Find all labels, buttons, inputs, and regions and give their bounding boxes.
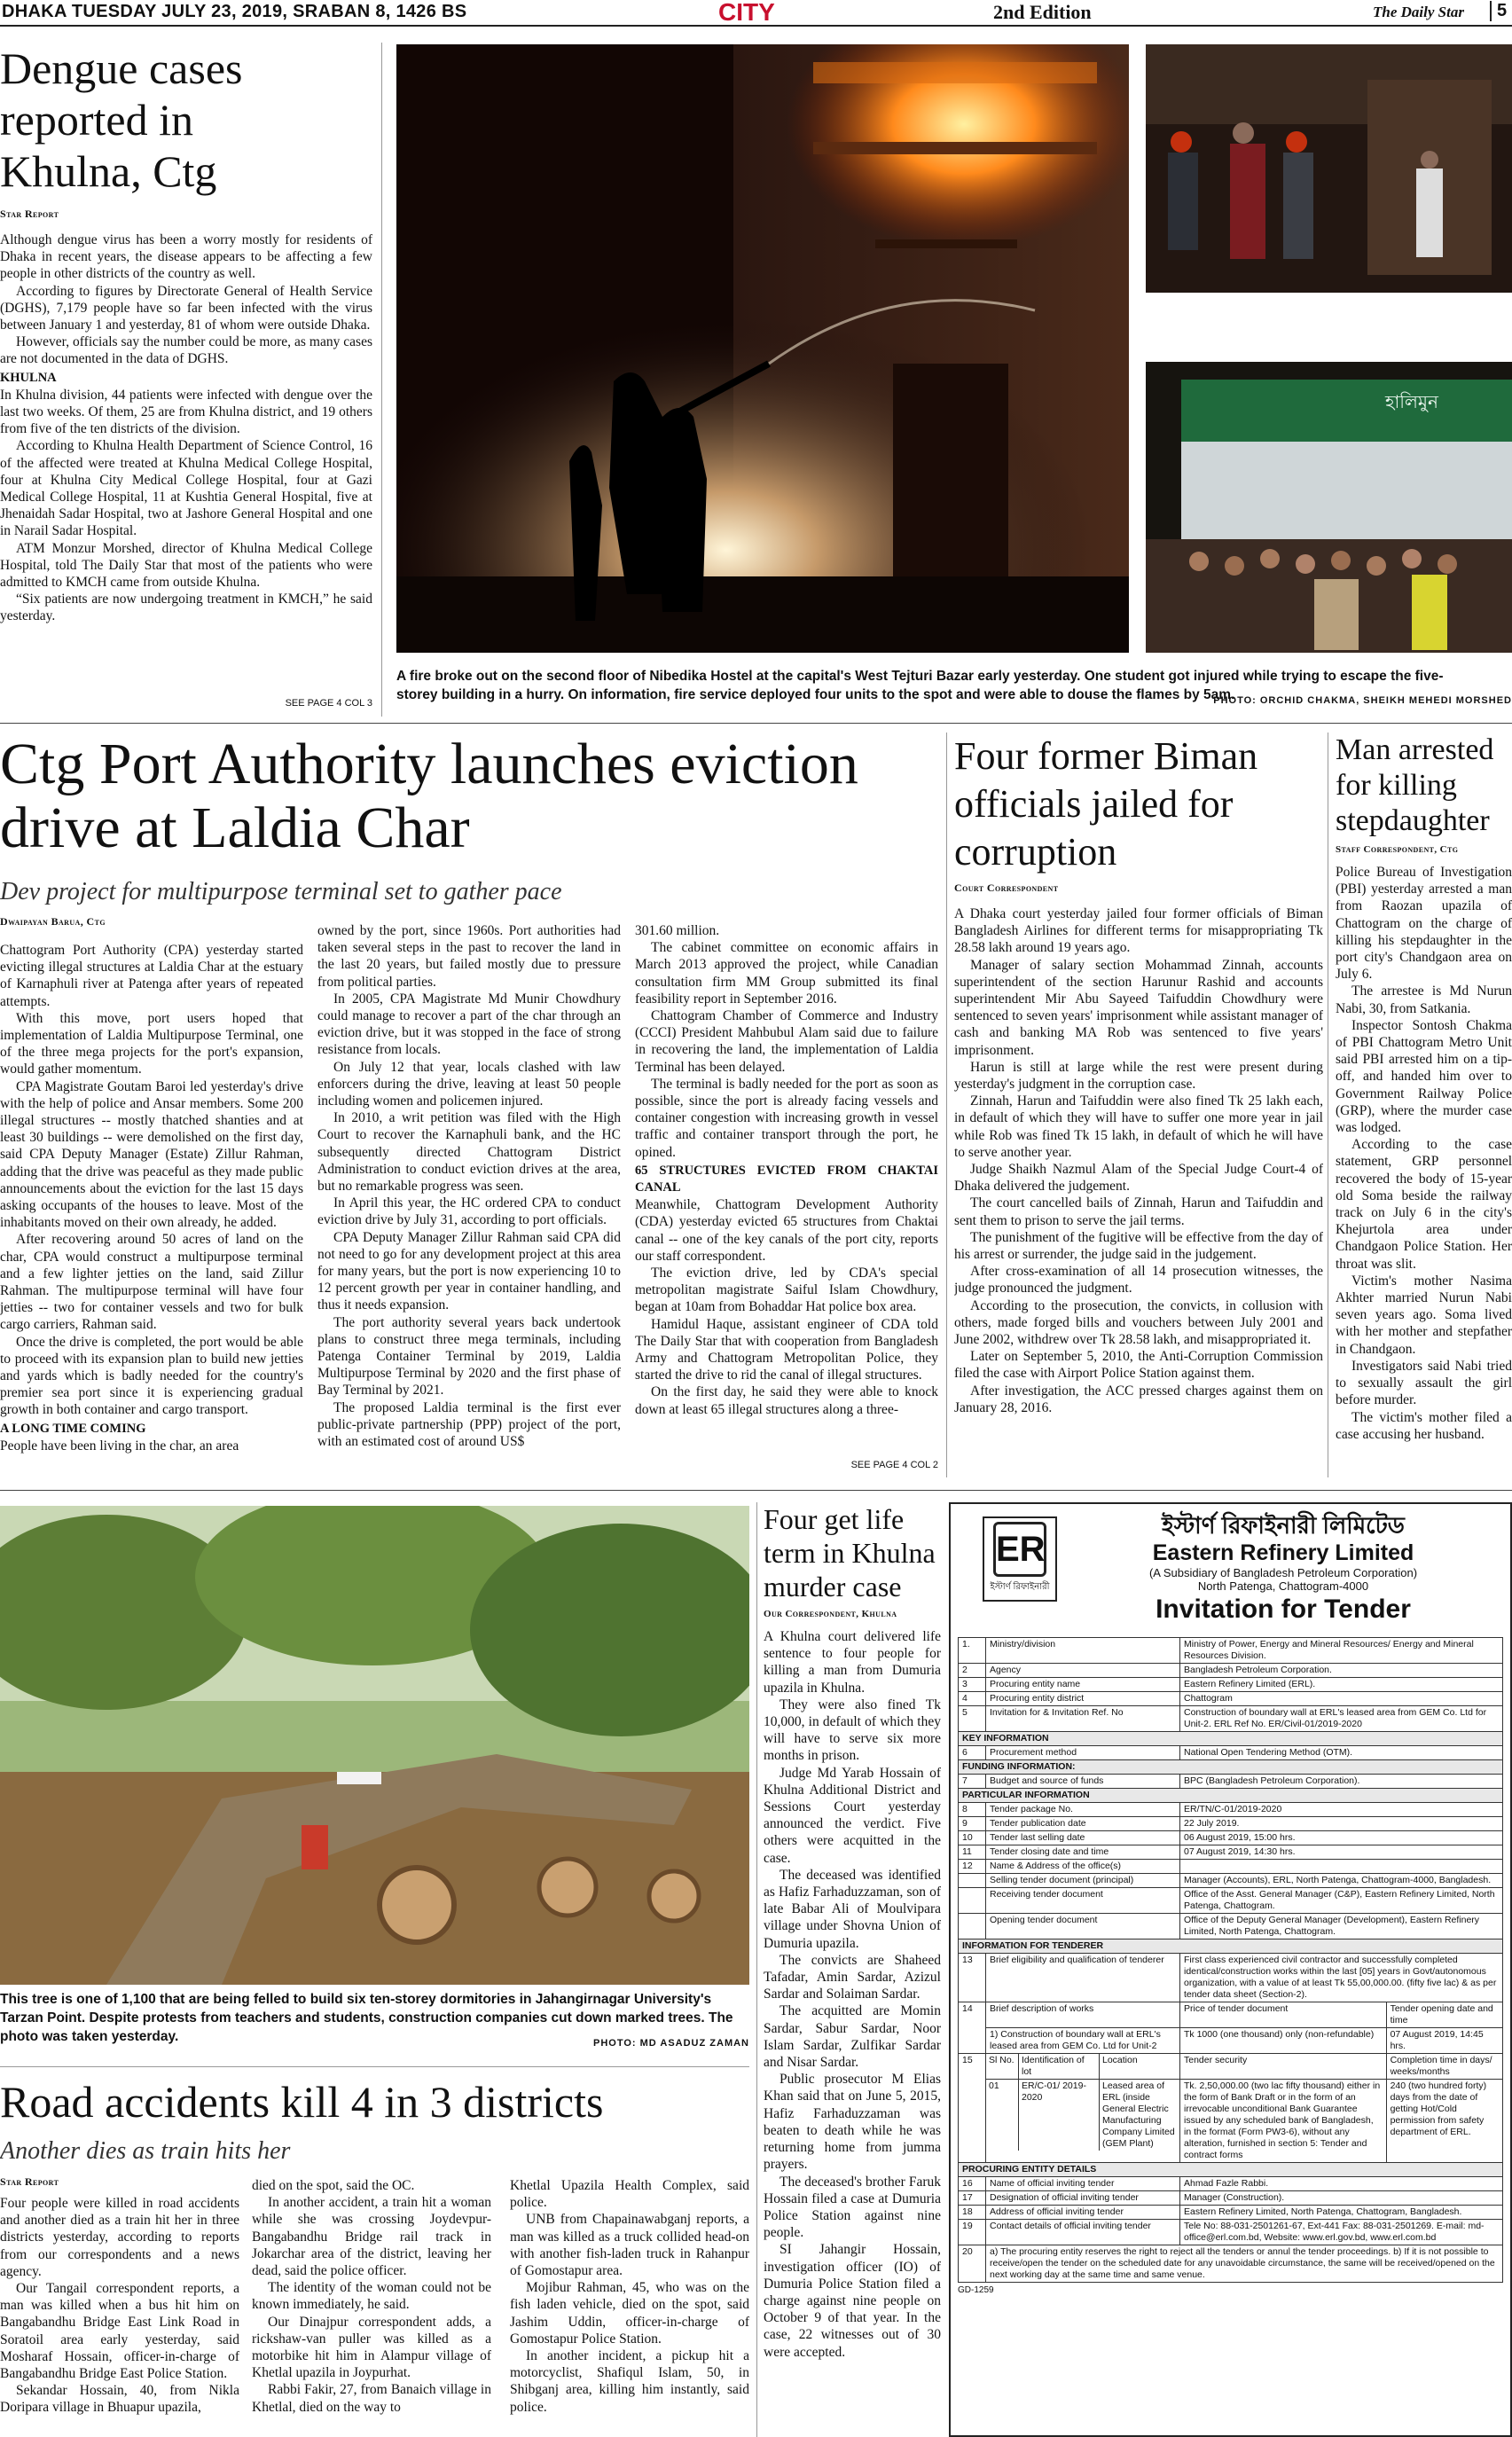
ctg-col-2 <box>317 922 621 1474</box>
tender-section <box>959 2163 1503 2177</box>
tender-row <box>959 1860 1503 1874</box>
tender-row <box>959 1954 1503 2002</box>
table-cell: Agency <box>986 1664 1180 1678</box>
table-cell: Manager (Construction). <box>1180 2191 1503 2206</box>
masthead <box>0 0 1512 27</box>
paragraph: Hamidul Haque, assistant engineer of CDA told The Daily Star that with cooperation from Bangladesh Army and Chattogram Metropolitan Police, they started the drive to rid the canal of illegal structures. <box>635 1316 938 1383</box>
table-cell: Address of official inviting tender <box>986 2206 1180 2220</box>
table-cell: Manager (Accounts), ERL, North Patenga, Chattogram-4000, Bangladesh. <box>1180 1874 1503 1888</box>
tender-row <box>959 2028 1503 2054</box>
tender-row <box>959 1817 1503 1831</box>
biman-story <box>954 733 1323 1477</box>
table-cell: ER/TN/C-01/2019-2020 <box>1180 1803 1503 1817</box>
table-cell: KEY INFORMATION <box>959 1732 1503 1746</box>
paragraph: Judge Shaikh Nazmul Alam of the Special Judge Court-4 of Dhaka delivered the judgement. <box>954 1162 1323 1195</box>
table-cell: 240 (two hundred forty) days from the date of getting Hot/Cold permission from safety department of ERL. <box>1386 2080 1502 2163</box>
tender-row <box>959 1746 1503 1760</box>
table-cell: Invitation for & Invitation Ref. No <box>986 1706 1180 1732</box>
rule <box>946 733 947 1477</box>
table-cell: 17 <box>959 2191 986 2206</box>
table-cell: 20 <box>959 2245 986 2283</box>
table-cell: Price of tender document <box>1180 2002 1387 2028</box>
paragraph: “Six patients are now undergoing treatment in KMCH,” he said yesterday. <box>0 592 372 624</box>
tender-ad <box>949 1502 1512 2437</box>
tender-row <box>959 1874 1503 1888</box>
paragraph: The court cancelled bails of Zinnah, Harun and Taifuddin and sent them to prison to serve the jail terms. <box>954 1195 1323 1228</box>
paragraph: 01 <box>986 2080 1019 2151</box>
rule <box>756 1502 757 2437</box>
table-cell: Brief eligibility and qualification of tenderer <box>986 1954 1180 2002</box>
ctg-col-3 <box>635 922 938 1454</box>
table-cell: Tk. 2,50,000.00 (two lac fifty thousand) either in the form of Bank Draft or in the form of an irrevocable unconditional Bank Guarantee issued by any scheduled bank of Bangladesh, in the format (Form PW3-6), without any alteration, furnished in section 5: Tender and contract forms <box>1180 2080 1387 2163</box>
rule <box>0 1490 1512 1491</box>
road-col-1 <box>0 2195 239 2434</box>
table-cell: Procurement method <box>986 1746 1180 1760</box>
paragraph: UNB from Chapainawabganj reports, a man was killed as a truck collided head-on with another fish-laden truck in Rahanpur of Gomostapur area. <box>510 2212 749 2279</box>
table-cell: Completion time in days/ weeks/months <box>1386 2054 1502 2080</box>
paragraph: The identity of the woman could not be known immediately, he said. <box>252 2280 491 2313</box>
table-cell: 11 <box>959 1845 986 1860</box>
tender-row <box>959 1831 1503 1845</box>
paragraph: The terminal is badly needed for the port as soon as possible, since the port is already facing vessels and container congestion with increasing growth in vessel traffic and container transport through the port, he opined. <box>635 1076 938 1160</box>
stepdaughter-headline: Man arrested for killing stepdaughter <box>1336 733 1494 837</box>
table-cell: Procuring entity name <box>986 1678 1180 1692</box>
dengue-headline: Dengue cases reported in Khulna, Ctg <box>0 43 243 196</box>
paragraph: Chattogram Chamber of Commerce and Industry (CCCI) President Mahbubul Alam said due to failure in recovering the land, the implementation of Laldia Terminal has been delayed. <box>635 1008 938 1075</box>
table-cell: National Open Tendering Method (OTM). <box>1180 1746 1503 1760</box>
table-cell: Construction of boundary wall at ERL's leased area from GEM Co. Ltd for Unit-2. ERL Ref No. ER/Civil-01/2019-2020 <box>1180 1706 1503 1732</box>
paragraph: SI Jahangir Hossain, investigation officer (IO) of Dumuria Police Station filed a charge against nine people on October 9 of that year. In the case, 22 witnesses out of 30 were accepted. <box>764 2242 941 2360</box>
paragraph: CPA Deputy Manager Zillur Rahman said CPA did not need to go for any development project at this area for many years, but the port is now experiencing 10 to 12 percent growth per year in container handling, and thus it needs expansion. <box>317 1229 621 1313</box>
paragraph: Inspector Sontosh Chakma of PBI Chattogram Metro Unit said PBI arrested him on a tip-off, and handed him over to Government Railway Police (GRP), where the murder case was lodged. <box>1336 1017 1512 1136</box>
paragraph: Victim's mother Nasima Akhter married Nurun Nabi seven years ago. Soma lived with her mother and stepfather in Chandgaon. <box>1336 1273 1512 1357</box>
tender-company-bn: ইস্টার্ণ রিফাইনারী লিমিটেড <box>1162 1512 1405 1539</box>
paragraph: In April this year, the HC ordered CPA to conduct eviction drive by July 31, according to port officials. <box>317 1195 621 1228</box>
erl-logo-mark: ER <box>993 1522 1046 1577</box>
tender-row <box>959 2177 1503 2191</box>
table-cell: Tk 1000 (one thousand) only (non-refundable) <box>1180 2028 1387 2054</box>
table-cell <box>959 1888 986 1914</box>
tender-section <box>959 1760 1503 1775</box>
table-cell: 7 <box>959 1775 986 1789</box>
table-cell: FUNDING INFORMATION: <box>959 1760 1503 1775</box>
paragraph: Zinnah, Harun and Taifuddin were also fined Tk 25 lakh each, in default of which they will have to suffer one more year in jail while Rob was fined Tk 15 lakh, in default of which he will have to serve another year. <box>954 1093 1323 1160</box>
paragraph: After investigation, the ACC pressed charges against them on January 28, 2016. <box>954 1383 1323 1415</box>
table-cell: Designation of official inviting tender <box>986 2191 1180 2206</box>
paragraph: The eviction drive, led by CDA's special metropolitan magistrate Saiful Islam Chowdhury, began at 10am from Bohaddar Hat police box area. <box>635 1266 938 1315</box>
paragraph: Investigators said Nabi tried to sexually assault the girl before murder. <box>1336 1358 1512 1408</box>
edition: 2nd Edition <box>993 1 1092 23</box>
rule <box>0 2066 749 2067</box>
fire-photo-main <box>396 44 1129 653</box>
paragraph: Although dengue virus has been a worry mostly for residents of Dhaka in recent years, the disease appears to be affecting a few people in other districts of the country as well. <box>0 232 372 282</box>
paragraph: In Khulna division, 44 patients were infected with dengue over the last two weeks. Of them, 25 are from Khulna district, and 19 others from five of the ten districts of the division. <box>0 387 372 437</box>
paragraph: People have been living in the char, an area <box>0 1438 239 1454</box>
paragraph: Khetlal Upazila Health Complex, said police. <box>510 2178 749 2211</box>
table-cell <box>1180 1860 1503 1874</box>
road-byline: Star Report <box>0 2175 59 2188</box>
tender-row <box>959 2220 1503 2245</box>
paragraph: However, officials say the number could be more, as many cases are not documented in the data of DGHS. <box>0 334 372 367</box>
paragraph: Four people were killed in road accidents and another died as a train hit her in three districts yesterday, according to reports from our correspondents and a news agency. <box>0 2196 239 2279</box>
table-cell: 13 <box>959 1954 986 2002</box>
paragraph: They were also fined Tk 10,000, in default of which they will have to serve six more months in prison. <box>764 1696 941 1764</box>
tender-row <box>959 1678 1503 1692</box>
dengue-jump: SEE PAGE 4 COL 3 <box>285 698 372 709</box>
dengue-byline: Star Report <box>0 208 59 220</box>
tender-row <box>959 1845 1503 1860</box>
table-cell: 19 <box>959 2220 986 2245</box>
ctg-headline: Ctg Port Authority launches eviction drive at Laldia Char <box>0 732 858 860</box>
table-cell: Brief description of works <box>986 2002 1180 2028</box>
paragraph: Sekandar Hossain, 40, from Nikla Doripara village in Bhuapur upazila, <box>0 2383 239 2416</box>
tender-row <box>959 1638 1503 1664</box>
fire-photo-rescue <box>1146 44 1512 293</box>
paragraph: ATM Monzur Morshed, director of Khulna Medical College Hospital, told The Daily Star that most of the patients who were admitted to KMCH came from outside Khulna. <box>0 540 372 591</box>
paragraph: With this move, port users hoped that implementation of Laldia Multipurpose Terminal, one of the three mega projects for the port's expansion, would gather momentum. <box>0 1010 303 1077</box>
tender-table <box>958 1637 1503 2283</box>
ctg-deck: Dev project for multipurpose terminal set to gather pace <box>0 878 562 905</box>
tender-table-wrap <box>958 1637 1503 2295</box>
tender-code: GD-1259 <box>958 2285 994 2295</box>
table-cell: Opening tender document <box>986 1914 1180 1939</box>
tender-header <box>1075 1511 1492 1626</box>
table-cell: Tender last selling date <box>986 1831 1180 1845</box>
table-cell: Selling tender document (principal) <box>986 1874 1180 1888</box>
ctg-col-1 <box>0 942 303 1474</box>
table-cell: Receiving tender document <box>986 1888 1180 1914</box>
paragraph: Rabbi Fakir, 27, from Banaich village in Khetlal, died on the way to <box>252 2382 491 2415</box>
table-cell: Tele No: 88-031-2501261-67, Ext-441 Fax: 88-031-2501269. E-mail: md-office@erl.com.bd, Website: www.erl.gov.bd, www.erl.com.bd <box>1180 2220 1503 2245</box>
table-cell: Ministry of Power, Energy and Mineral Resources/ Energy and Mineral Resources Division. <box>1180 1638 1503 1664</box>
tender-row <box>959 2002 1503 2028</box>
table-cell: Name & Address of the office(s) <box>986 1860 1180 1874</box>
paragraph: The proposed Laldia terminal is the first ever public-private partnership (PPP) project of the port, with an estimated cost of around US$ <box>317 1399 621 1450</box>
table-cell: 3 <box>959 1678 986 1692</box>
paragraph: On July 12 that year, locals clashed with law enforcers during the drive, leaving at least 50 people including women and policemen injured. <box>317 1059 621 1109</box>
road-col-3 <box>510 2177 749 2434</box>
paragraph: According to the case statement, GRP personnel recovered the body of 15-year old Soma beside the railway track on July 6 in the city's Khejurtola area under Chandgaon Police Station. Her throat was slit. <box>1336 1137 1512 1272</box>
table-cell: 06 August 2019, 15:00 hrs. <box>1180 1831 1503 1845</box>
table-cell: 1. <box>959 1638 986 1664</box>
paragraph: Our Dinajpur correspondent adds, a rickshaw-van puller was killed as a motorbike hit him in Alampur village of Khetlal upazila in Joypurhat. <box>252 2314 491 2381</box>
paragraph: After recovering around 50 acres of land on the char, CPA would construct a multipurpose terminal and a few lighter jetties on the land, said Zillur Rahman. The multipurpose terminal will have four jetties -- two for container vessels and two for bulk cargo carriers, Rahman said. <box>0 1232 303 1333</box>
table-cell: Chattogram <box>1180 1692 1503 1706</box>
ctg-jump: SEE PAGE 4 COL 2 <box>850 1460 938 1470</box>
table-cell: 8 <box>959 1803 986 1817</box>
paragraph: 65 STRUCTURES EVICTED FROM CHAKTAI CANAL <box>635 1163 938 1195</box>
paragraph: According to Khulna Health Department of Science Control, 16 of the affected were treated at Khulna Medical College Hospital, four at Khulna City Medical College Hospital, four at Gazi Medical College Hospital, 11 at Kushtia General Hospital, five at Jhenaidah Sadar Hospital, two at Jashore General Hospital and one in Narail Sadar Hospital. <box>0 438 372 539</box>
paragraph: Chattogram Port Authority (CPA) yesterday started evicting illegal structures at Laldia Char at the estuary of Karnaphuli river at Patenga after years of repeated attempts. <box>0 943 303 1009</box>
paper-name: The Daily Star <box>1373 4 1464 20</box>
paragraph: The convicts are Shaheed Tafadar, Amin Sardar, Azizul Sardar and Solaiman Sardar. <box>764 1952 941 2002</box>
tender-row <box>959 2080 1503 2163</box>
table-cell: 2 <box>959 1664 986 1678</box>
paragraph: Leased area of ERL (inside General Electric Manufacturing Company Limited (GEM Plant) <box>1102 2080 1175 2149</box>
stepdaughter-body <box>1336 864 1512 1467</box>
tender-row <box>959 1803 1503 1817</box>
table-cell: 16 <box>959 2177 986 2191</box>
paragraph: died on the spot, said the OC. <box>252 2178 415 2193</box>
paragraph: The cabinet committee on economic affairs in March 2013 approved the project, while Canadian consultation firm MM Group submitted its final feasibility report in September 2016. <box>635 940 938 1007</box>
table-cell: Office of the Asst. General Manager (C&P), Eastern Refinery Limited, North Patenga, Chattogram. <box>1180 1888 1503 1914</box>
khulna-murder-story <box>764 1502 941 2437</box>
paragraph: ER/C-01/ 2019-2020 <box>1019 2080 1100 2151</box>
table-cell: Eastern Refinery Limited (ERL). <box>1180 1678 1503 1692</box>
tree-photo <box>0 1506 749 1985</box>
paragraph: The victim's mother filed a case accusing her husband. <box>1336 1409 1512 1442</box>
table-cell: Ahmad Fazle Rabbi. <box>1180 2177 1503 2191</box>
table-cell: Bangladesh Petroleum Corporation. <box>1180 1664 1503 1678</box>
paragraph: Public prosecutor M Elias Khan said that on June 5, 2015, Hafiz Farhaduzzaman was beaten to death while he was returning home from jumma prayers. <box>764 2072 941 2173</box>
paragraph: The punishment of the fugitive will be effective from the day of his arrest or surrender, the judge said in the judgement. <box>954 1229 1323 1263</box>
paragraph: The deceased was identified as Hafiz Farhaduzzaman, son of late Babar Ali of Moulvipara village under Shovna Union of Dumuria upazila. <box>764 1867 941 1951</box>
tender-row <box>959 2245 1503 2283</box>
paragraph: A LONG TIME COMING <box>0 1421 146 1436</box>
dengue-body <box>0 231 372 693</box>
table-cell: 10 <box>959 1831 986 1845</box>
shop-sign-text: হালিমুন <box>1385 391 1438 412</box>
paragraph: KHULNA <box>0 370 57 385</box>
table-cell: Budget and source of funds <box>986 1775 1180 1789</box>
fire-caption: A fire broke out on the second floor of Nibedika Hostel at the capital's West Tejturi Bazar early yesterday. One student got injured while trying to escape the five-storey building in a hurry. On information, fire service deployed four units to the spot and were able to douse the flames by 5am. <box>396 669 1444 702</box>
table-cell: Eastern Refinery Limited, North Patenga, Chattogram, Bangladesh. <box>1180 2206 1503 2220</box>
table-cell: Office of the Deputy General Manager (Development), Eastern Refinery Limited, North Patenga, Chattogram. <box>1180 1914 1503 1939</box>
rule <box>0 723 1512 724</box>
paragraph: In 2005, CPA Magistrate Md Munir Chowdhury could manage to recover a part of the char through an eviction drive, but it was stopped in the face of strong resistance from locals. <box>317 991 621 1058</box>
paragraph: The port authority several years back undertook plans to construct three mega terminals, including Patenga Container Terminal by 2019, Laldia Multipurpose Terminal by 2020 and the first phase of Bay Terminal by 2021. <box>317 1314 621 1399</box>
table-cell: 07 August 2019, 14:30 hrs. <box>1180 1845 1503 1860</box>
paragraph: CPA Magistrate Goutam Baroi led yesterday's drive with the help of police and Ansar members. Some 200 illegal structures -- mostly thatched shanties and at least 30 buildings -- were demolished on the first day, said CPA Deputy Manager (Estate) Zillur Rahman, adding that the drive was peaceful as they made public announcements about the eviction for the last 15 days asking occupants of the houses to leave. Most of the inhabitants moved on their own already, he added. <box>0 1078 303 1231</box>
road-headline: Road accidents kill 4 in 3 districts <box>0 2077 604 2127</box>
paragraph: According to figures by Directorate General of Health Service (DGHS), 7,179 people have so far been infected with the virus between January 1 and yesterday, 81 of whom were outside Dhaka. <box>0 283 372 333</box>
paragraph: Police Bureau of Investigation (PBI) yesterday arrested a man from Raozan upazila of Chattogram on the charge of killing his stepdaughter in the port city's Chandgaon area on July 6. <box>1336 865 1512 983</box>
table-cell: 15 <box>959 2054 986 2163</box>
paragraph: The deceased's brother Faruk Hossain filed a case at Dumuria Police Station against nine people. <box>764 2174 941 2241</box>
paragraph: According to the prosecution, the convicts, in collusion with others, made forged bills and vouchers between July 2001 and June 2002, withdrew over Tk 28.58 lakh, and misappropriated it. <box>954 1297 1323 1348</box>
paragraph: In another incident, a pickup hit a motorcyclist, Shafiqul Islam, 50, in Shibganj area, killing him instantly, said police. <box>510 2348 749 2415</box>
paragraph: A Dhaka court yesterday jailed four former officials of Biman Bangladesh Airlines for different terms for misappropriating Tk 28.58 lakh around 19 years ago. <box>954 906 1323 956</box>
table-cell: PROCURING ENTITY DETAILS <box>959 2163 1503 2177</box>
table-cell: Ministry/division <box>986 1638 1180 1664</box>
table-cell: 22 July 2019. <box>1180 1817 1503 1831</box>
stepdaughter-byline: Staff Correspondent, Ctg <box>1336 844 1459 855</box>
tender-section <box>959 1939 1503 1954</box>
tender-row <box>959 2054 1503 2080</box>
table-cell: INFORMATION FOR TENDERER <box>959 1939 1503 1954</box>
dateline: DHAKA TUESDAY JULY 23, 2019, SRABAN 8, 1426 BS <box>2 2 467 21</box>
paragraph: A Khulna court delivered life sentence to four people for killing a man from Dumuria upazila in Khulna. <box>764 1629 941 1696</box>
table-cell: 5 <box>959 1706 986 1732</box>
paragraph: owned by the port, since 1960s. Port authorities had taken several steps in the past to recover the land in the last 20 years, but failed mostly due to pressure from political parties. <box>317 923 621 990</box>
tender-row <box>959 1692 1503 1706</box>
khulna-murder-byline: Our Correspondent, Khulna <box>764 1609 897 1619</box>
paragraph: Mojibur Rahman, 45, who was on the fish laden vehicle, died on the spot, said Jashim Uddin, officer-in-charge of Gomostapur Police Station. <box>510 2280 749 2347</box>
road-col-2 <box>252 2177 491 2434</box>
table-cell: Tender closing date and time <box>986 1845 1180 1860</box>
paragraph: Once the drive is completed, the port would be able to proceed with its expansion plan to build new jetties and yards which is badly needed for the country's premier sea port since it is experiencing gradual growth in both container and cargo transport. <box>0 1334 303 1418</box>
paragraph: The arrestee is Md Nurun Nabi, 30, from Satkania. <box>1336 983 1512 1016</box>
table-cell: 1) Construction of boundary wall at ERL's leased area from GEM Co. Ltd for Unit-2 <box>986 2028 1180 2054</box>
table-cell: Tender security <box>1180 2054 1387 2080</box>
biman-headline: Four former Biman officials jailed for corruption <box>954 734 1258 874</box>
tree-credit: PHOTO: MD ASADUZ ZAMAN <box>593 2038 749 2049</box>
paragraph: Location <box>1102 2055 1138 2065</box>
tender-row <box>959 2191 1503 2206</box>
tender-row <box>959 1775 1503 1789</box>
khulna-murder-headline: Four get life term in Khulna murder case <box>764 1503 936 1602</box>
paragraph: Our Tangail correspondent reports, a man was killed when a bus hit him on Bangabandhu Bridge East Link Road in Soratoil area early yesterday, said Mosharaf Hossain, officer-in-charge of Bangabandhu Bridge East Police Station. <box>0 2281 239 2382</box>
table-cell: 07 August 2019, 14:45 hrs. <box>1386 2028 1502 2054</box>
paragraph: Manager of salary section Mohammad Zinnah, accounts superintendent of the section Harunur Rashid and accounts superintendent Mir Abu Sayeed Taifuddin Chowdhury were sentenced to seven years' imprisonment while assistant manager of cash and banking MA Rob was sentenced to five years' imprisonment. <box>954 957 1323 1058</box>
stepdaughter-story <box>1336 733 1512 1477</box>
tender-sub1: (A Subsidiary of Bangladesh Petroleum Corporation) <box>1148 1566 1418 1579</box>
tender-row <box>959 1706 1503 1732</box>
biman-body <box>954 905 1323 1473</box>
table-cell: Name of official inviting tender <box>986 2177 1180 2191</box>
paragraph: In 2010, a writ petition was filed with the High Court to recover the Karnaphuli bank, and the HC subsequently directed Chattogram District Administration to conduct eviction drives at the area, but no remarkable progress was seen. <box>317 1110 621 1195</box>
table-cell: a) The procuring entity reserves the right to reject all the tenders or annul the tender proceedings. b) If it is not possible to receive/open the tender on the scheduled date for any unavoidable circumstance, the same will be received/opened on the next working day at the same time and same venue. <box>986 2245 1503 2283</box>
tender-row <box>959 2206 1503 2220</box>
table-cell: BPC (Bangladesh Petroleum Corporation). <box>1180 1775 1503 1789</box>
khulna-murder-body <box>764 1628 941 2373</box>
tender-row <box>959 1914 1503 1939</box>
tender-sub2: North Patenga, Chattogram-4000 <box>1197 1579 1369 1593</box>
tender-company: Eastern Refinery Limited <box>1152 1540 1414 1565</box>
ctg-byline: Dwaipayan Barua, Ctg <box>0 915 106 928</box>
table-cell: Tender publication date <box>986 1817 1180 1831</box>
paragraph: Later on September 5, 2010, the Anti-Corruption Commission filed the case with Airport Police Station against them. <box>954 1349 1323 1382</box>
paragraph: Judge Md Yarab Hossain of Khulna Additional District and Sessions Court yesterday announced the verdict. Five others were acquitted in the case. <box>764 1765 941 1866</box>
table-cell <box>959 1874 986 1888</box>
tree-caption: This tree is one of 1,100 that are being felled to build six ten-storey dormitories in Jahangirnagar University's Tarzan Point. Despite protests from teachers and students, construction companies cut down marked trees. The photo was taken yesterday. <box>0 1992 733 2044</box>
table-cell: 14 <box>959 2002 986 2054</box>
table-cell: 9 <box>959 1817 986 1831</box>
erl-logo-bn: ইস্টার্ণ রিফাইনারী <box>990 1582 1050 1592</box>
page-number: 5 <box>1490 1 1507 21</box>
table-cell: 4 <box>959 1692 986 1706</box>
paragraph: 301.60 million. <box>635 923 720 938</box>
paragraph: After cross-examination of all 14 prosecution witnesses, the judge pronounced the judgment. <box>954 1264 1323 1297</box>
paragraph: Harun is still at large while the rest were present during yesterday's judgment in the corruption case. <box>954 1059 1323 1093</box>
table-cell: 18 <box>959 2206 986 2220</box>
table-cell: PARTICULAR INFORMATION <box>959 1789 1503 1803</box>
fire-credit: PHOTO: ORCHID CHAKMA, SHEIKH MEHEDI MORSHED <box>1213 695 1512 706</box>
tender-row <box>959 1664 1503 1678</box>
biman-byline: Court Correspondent <box>954 882 1059 894</box>
table-cell: First class experienced civil contractor and successfully completed identical/construction works within the last [05] years in Govt/autonomous organization, with a value of at least Tk 55,00,000.00. (fifty five lac) & as per tender data sheet (Section-2). <box>1180 1954 1503 2002</box>
tender-row <box>959 1888 1503 1914</box>
dengue-story <box>0 43 372 709</box>
table-cell: Contact details of official inviting tender <box>986 2220 1180 2245</box>
table-cell <box>959 1914 986 1939</box>
road-deck: Another dies as train hits her <box>0 2137 291 2165</box>
section-name: CITY <box>718 0 775 26</box>
table-cell: 12 <box>959 1860 986 1874</box>
paragraph: In another accident, a train hit a woman while she was crossing Joydevpur-Bangabandhu Bridge rail track in Jokarchar area of the district, leaving her dead, said the police officer. <box>252 2195 491 2279</box>
table-cell: Tender package No. <box>986 1803 1180 1817</box>
rule <box>381 43 382 717</box>
table-cell: 6 <box>959 1746 986 1760</box>
fire-photo-crowd <box>1146 362 1512 653</box>
paragraph: Meanwhile, Chattogram Development Authority (CDA) yesterday evicted 65 structures from Chaktai canal -- one of the key canals of the port city, reports our staff correspondent. <box>635 1197 938 1264</box>
tender-section <box>959 1789 1503 1803</box>
tender-title: Invitation for Tender <box>1156 1595 1411 1624</box>
tender-section <box>959 1732 1503 1746</box>
table-cell: Procuring entity district <box>986 1692 1180 1706</box>
paragraph: Identification of lot <box>1019 2054 1100 2079</box>
paragraph: Sl No. <box>986 2054 1019 2079</box>
paragraph: On the first day, he said they were able to knock down at least 65 illegal structures along a three- <box>635 1384 938 1417</box>
table-cell: Tender opening date and time <box>1386 2002 1502 2028</box>
erl-logo <box>983 1516 1057 1602</box>
paragraph: The acquitted are Momin Sardar, Sabur Sardar, Noor Islam Sardar, Zulfikar Sardar and Nisar Sardar. <box>764 2003 941 2071</box>
